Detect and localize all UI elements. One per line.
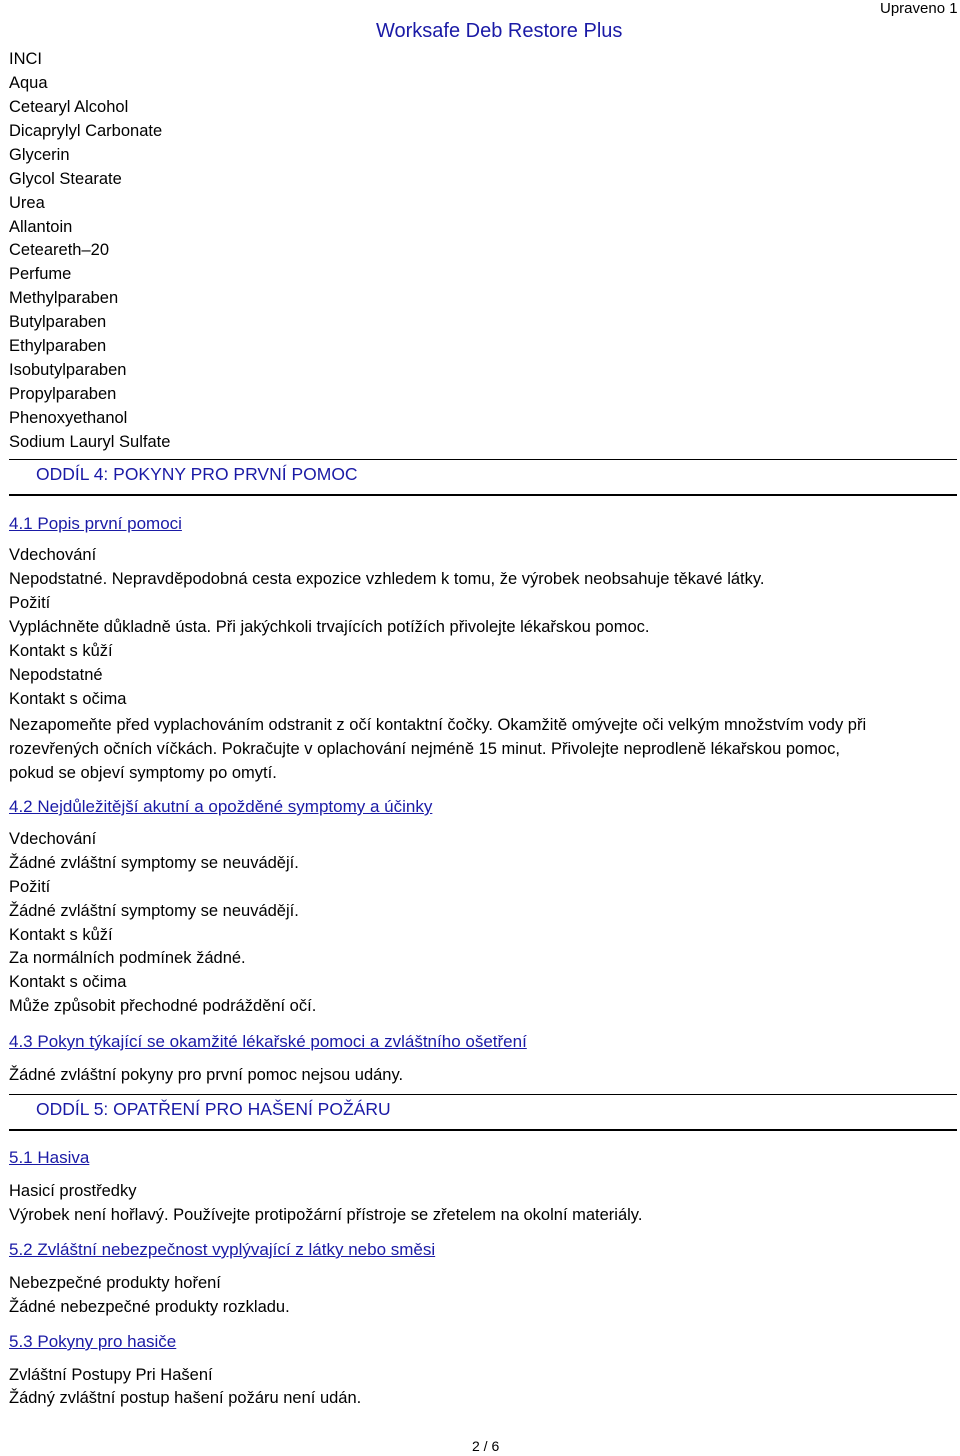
combustion-products-text: Žádné nebezpečné produkty rozkladu.	[9, 1298, 290, 1316]
inci-item: Glycol Stearate	[9, 170, 122, 188]
subsection-5-1-title: 5.1 Hasiva	[9, 1148, 90, 1167]
inci-item: Dicaprylyl Carbonate	[9, 122, 163, 140]
inci-item: Allantoin	[9, 218, 73, 236]
subsection-4-1-title: 4.1 Popis první pomoci	[9, 514, 182, 533]
section-4-title: ODDÍL 4: POKYNY PRO PRVNÍ POMOC	[36, 464, 358, 484]
inci-item: Cetearyl Alcohol	[9, 98, 129, 116]
inci-item: Phenoxyethanol	[9, 409, 128, 427]
extinguishing-media-text: Výrobek není hořlavý. Používejte protipožární přístroje se zřetelem na okolní materiály.	[9, 1206, 643, 1224]
inci-item: Urea	[9, 194, 45, 212]
eye-contact-heading: Kontakt s očima	[9, 690, 127, 708]
skin-contact-text: Za normálních podmínek žádné.	[9, 949, 246, 967]
inci-item: Ethylparaben	[9, 337, 107, 355]
inhalation-text: Žádné zvláštní symptomy se neuvádějí.	[9, 854, 299, 872]
inci-item: Methylparaben	[9, 289, 119, 307]
section-5-title: ODDÍL 5: OPATŘENÍ PRO HAŠENÍ POŽÁRU	[36, 1099, 391, 1119]
inci-item: Perfume	[9, 265, 72, 283]
firefighting-procedures-heading: Zvláštní Postupy Pri Hašení	[9, 1366, 213, 1384]
inhalation-heading: Vdechování	[9, 546, 97, 564]
inci-item: Glycerin	[9, 146, 70, 164]
ingestion-heading: Požití	[9, 594, 51, 612]
ingestion-text: Vypláchněte důkladně ústa. Při jakýchkoli trvajících potížích přivolejte lékařskou pomoc.	[9, 618, 650, 636]
inhalation-heading: Vdechování	[9, 830, 97, 848]
subsection-4-2-title: 4.2 Nejdůležitější akutní a opožděné symptomy a účinky	[9, 797, 433, 816]
skin-contact-text: Nepodstatné	[9, 666, 103, 684]
page-number: 2 / 6	[472, 1438, 500, 1454]
inci-item: Ceteareth–20	[9, 241, 109, 259]
ingestion-heading: Požití	[9, 878, 51, 896]
eye-contact-text: Nezapomeňte před vyplachováním odstranit z očí kontaktní čočky. Okamžitě omývejte oči velkým množstvím vody při rozevřených očních víčkách. Pokračujte v oplachování nejméně 15 minut. Přivolejte neprodleně lékařskou pomoc, pokud se objeví symptomy po omytí.	[9, 716, 867, 782]
inci-heading: INCI	[9, 50, 42, 68]
revision-label: Upraveno 1	[880, 0, 958, 17]
eye-contact-heading: Kontakt s očima	[9, 973, 127, 991]
combustion-products-heading: Nebezpečné produkty hoření	[9, 1274, 221, 1292]
inci-item: Isobutylparaben	[9, 361, 127, 379]
inci-item: Propylparaben	[9, 385, 117, 403]
subsection-4-3-title: 4.3 Pokyn týkající se okamžité lékařské pomoci a zvláštního ošetření	[9, 1032, 527, 1051]
extinguishing-media-heading: Hasicí prostředky	[9, 1182, 137, 1200]
inci-item: Sodium Lauryl Sulfate	[9, 433, 171, 451]
section-4-header	[9, 459, 957, 496]
eye-contact-text: Může způsobit přechodné podráždění očí.	[9, 997, 317, 1015]
skin-contact-heading: Kontakt s kůží	[9, 642, 113, 660]
subsection-5-2-title: 5.2 Zvláštní nebezpečnost vyplývající z látky nebo směsi	[9, 1240, 436, 1259]
inhalation-text: Nepodstatné. Nepravděpodobná cesta expozice vzhledem k tomu, že výrobek neobsahuje těkavé látky.	[9, 570, 765, 588]
section-5-header	[9, 1094, 957, 1131]
subsection-5-3-title: 5.3 Pokyny pro hasiče	[9, 1332, 177, 1351]
product-title: Worksafe Deb Restore Plus	[376, 20, 623, 42]
ingestion-text: Žádné zvláštní symptomy se neuvádějí.	[9, 902, 299, 920]
inci-item: Butylparaben	[9, 313, 107, 331]
medical-attention-text: Žádné zvláštní pokyny pro první pomoc nejsou udány.	[9, 1066, 404, 1084]
inci-item: Aqua	[9, 74, 48, 92]
skin-contact-heading: Kontakt s kůží	[9, 926, 113, 944]
firefighting-procedures-text: Žádný zvláštní postup hašení požáru není udán.	[9, 1389, 362, 1407]
